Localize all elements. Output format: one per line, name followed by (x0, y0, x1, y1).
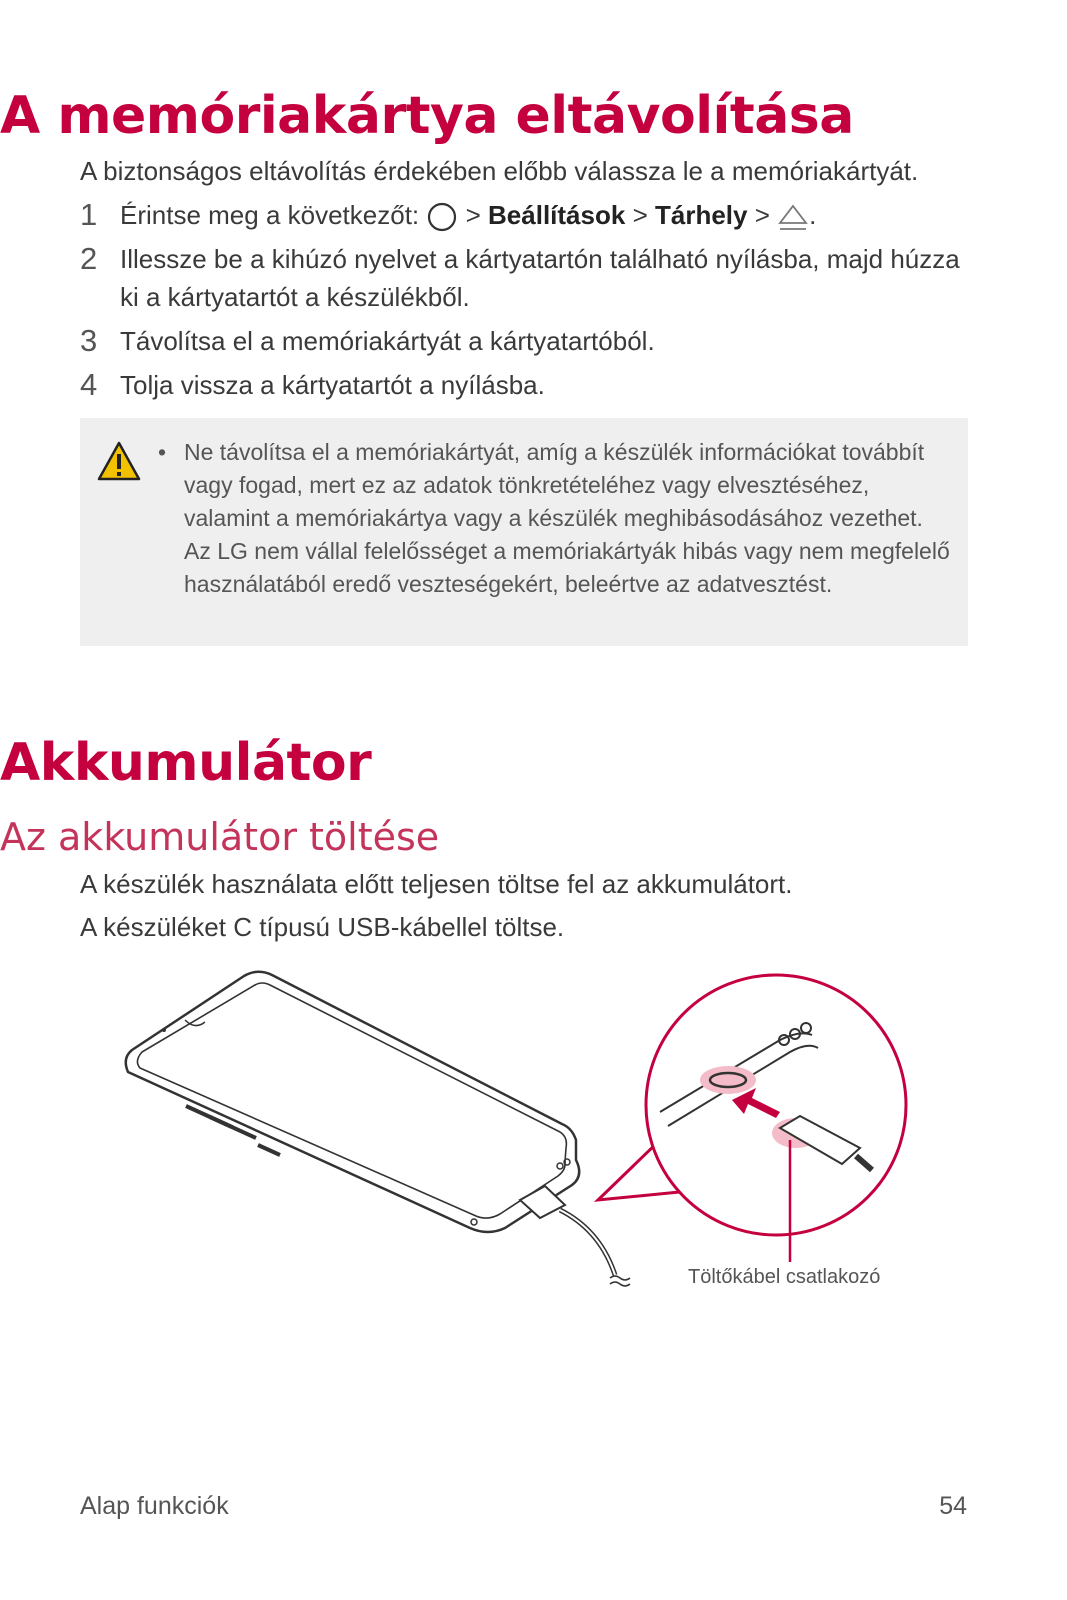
footer-section-name: Alap funkciók (80, 1492, 229, 1520)
step-2: 2 Illessze be a kihúzó nyelvet a kártyatartón található nyílásba, majd húzza ki a kártyatartót a készülékből. (80, 241, 960, 312)
warning-box (80, 418, 968, 646)
intro-text: A biztonságos eltávolítás érdekében előbb válassza le a memóriakártyát. (80, 156, 919, 186)
charging-text-1: A készülék használata előtt teljesen töltse fel az akkumulátort. (80, 869, 793, 899)
eject-icon (777, 202, 809, 232)
warning-triangle-icon (96, 440, 142, 482)
phone-drawing (126, 972, 579, 1232)
warning-text: Ne távolítsa el a memóriakártyát, amíg a készülék információkat továbbít vagy fogad, mert ez az adatok tönkretételéhez vagy elvesztéséhez, valamint a memóriakártya vagy a készülék meghibásodásához vezethet. Az LG nem vállal felelősséget a memóriakártyák hibás vagy nem megfelelő használatából eredő veszteségekért, beleértve az adatvesztést. (184, 439, 950, 597)
figure-caption: Töltőkábel csatlakozó (688, 1266, 881, 1288)
step-4: 4 Tolja vissza a kártyatartót a nyílásba. (80, 367, 545, 402)
section-title-memory-card: A memóriakártya eltávolítása (0, 86, 854, 146)
step-3: 3 Távolítsa el a memóriakártyát a kártyatartóból. (80, 323, 655, 358)
zoom-circle (646, 975, 906, 1235)
subsection-title-charging: Az akkumulátor töltése (0, 815, 440, 859)
charging-illustration (120, 965, 920, 1295)
steps-list (80, 196, 970, 410)
cable-drawing (520, 1186, 630, 1286)
section-title-battery: Akkumulátor (0, 733, 372, 793)
warning-list: • Ne távolítsa el a memóriakártyát, amíg a készülék információkat továbbít vagy fogad, mert ez az adatok tönkretételéhez vagy elvesztéséhez, valamint a memóriakártya vagy a készülék meghibásodásához vezethet. Az LG nem vállal felelősséget a memóriakártyák hibás vagy nem megfelelő használatából eredő veszteségekért, beleértve az adatvesztést. (160, 436, 950, 601)
footer-page-number: 54 (939, 1492, 967, 1520)
charging-text-2: A készüléket C típusú USB-kábellel töltse. (80, 912, 565, 942)
step-1: 1 Érintse meg a következőt: > Beállítások > Tárhely > . (80, 197, 817, 232)
home-circle-icon (426, 201, 458, 233)
